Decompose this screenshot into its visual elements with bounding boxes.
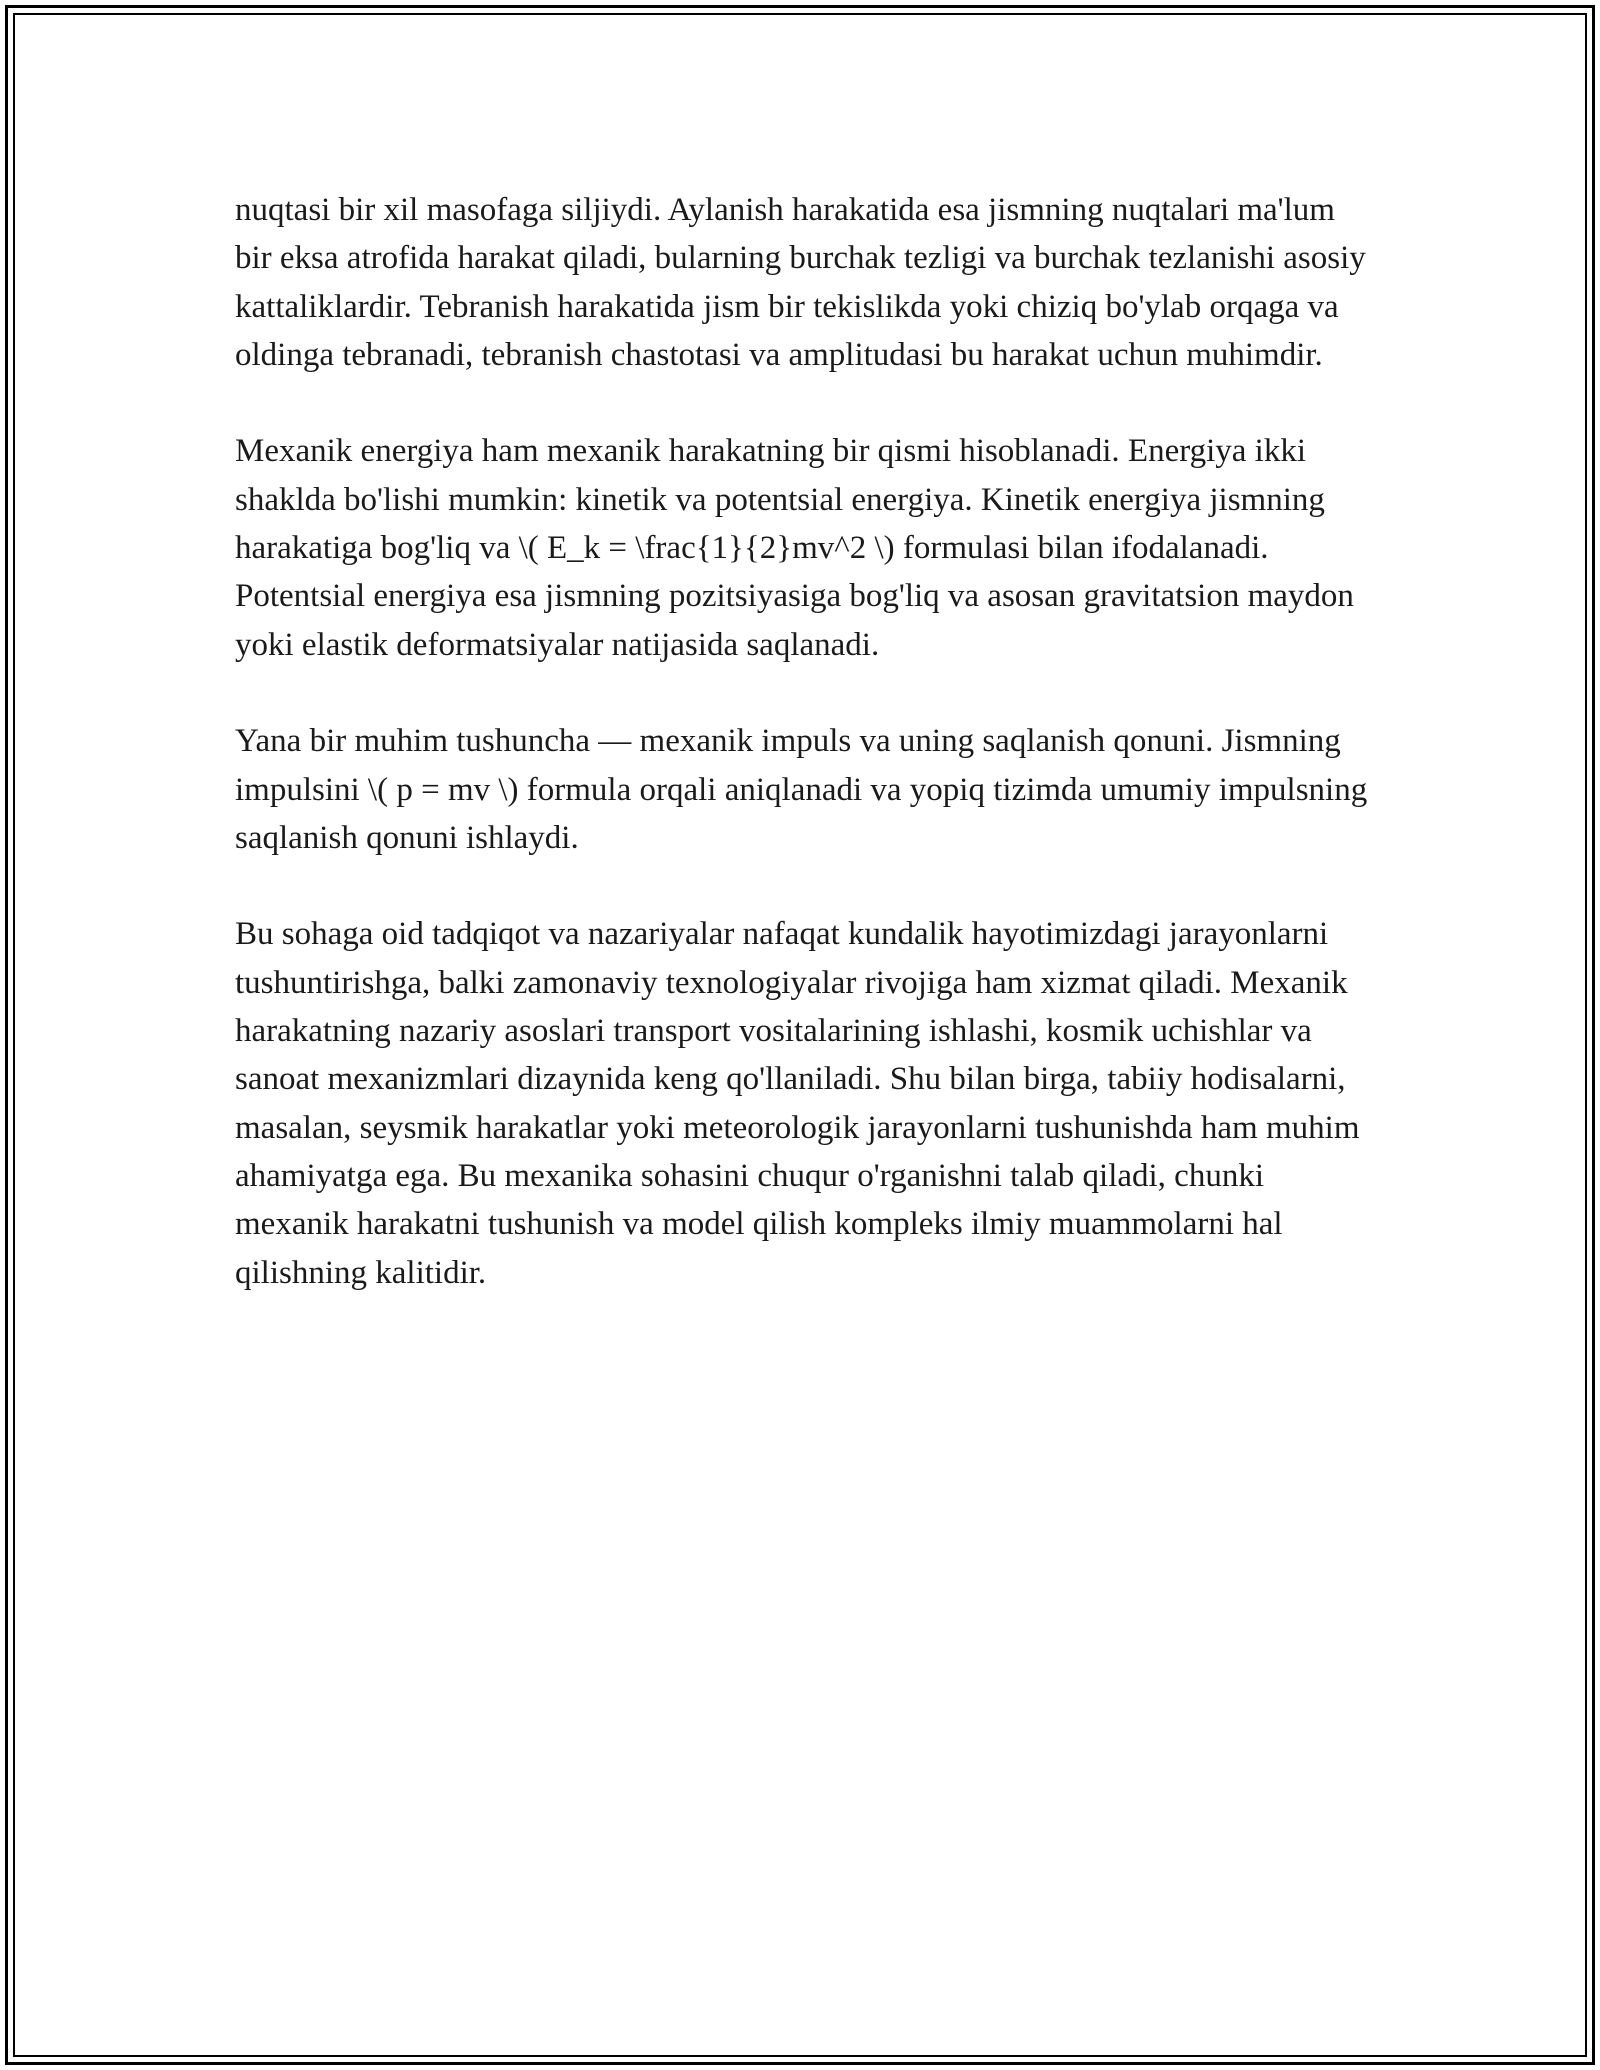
paragraph-motion-types: nuqtasi bir xil masofaga siljiydi. Aylanish harakatida esa jismning nuqtalari ma'lum bir eksa atrofida harakat qiladi, bularning burchak tezligi va burchak tezlanishi asosiy kattaliklardir. Tebranish harakatida jism bir tekislikda yoki chiziq bo'ylab orqaga va oldinga tebranadi, tebranish chastotasi va amplitudasi bu harakat uchun muhimdir. (235, 192, 1366, 373)
document-body (235, 186, 1375, 1345)
paragraph-mechanical-energy: Mexanik energiya ham mexanik harakatning bir qismi hisoblanadi. Energiya ikki shaklda bo'lishi mumkin: kinetik va potentsial energiya. Kinetik energiya jismning harakatiga bog'liq va \( E_k = \frac{1}{2}mv^2 \) formulasi bilan ifodalanadi. Potentsial energiya esa jismning pozitsiyasiga bog'liq va asosan gravitatsion maydon yoki elastik deformatsiyalar natijasida saqlanadi. (235, 433, 1354, 663)
paragraph-momentum: Yana bir muhim tushuncha — mexanik impuls va uning saqlanish qonuni. Jismning impulsini \( p = mv \) formula orqali aniqlanadi va yopiq tizimda umumiy impulsning saqlanish qonuni ishlaydi. (235, 723, 1368, 856)
paragraph-applications: Bu sohaga oid tadqiqot va nazariyalar nafaqat kundalik hayotimizdagi jarayonlarni tushuntirishga, balki zamonaviy texnologiyalar rivojiga ham xizmat qiladi. Mexanik harakatning nazariy asoslari transport vositalarining ishlashi, kosmik uchishlar va sanoat mexanizmlari dizaynida keng qo'llaniladi. Shu bilan birga, tabiiy hodisalarni, masalan, seysmik harakatlar yoki meteorologik jarayonlarni tushunishda ham muhim ahamiyatga ega. Bu mexanika sohasini chuqur o'rganishni talab qiladi, chunki mexanik harakatni tushunish va model qilish kompleks ilmiy muammolarni hal qilishning kalitidir. (235, 916, 1360, 1291)
